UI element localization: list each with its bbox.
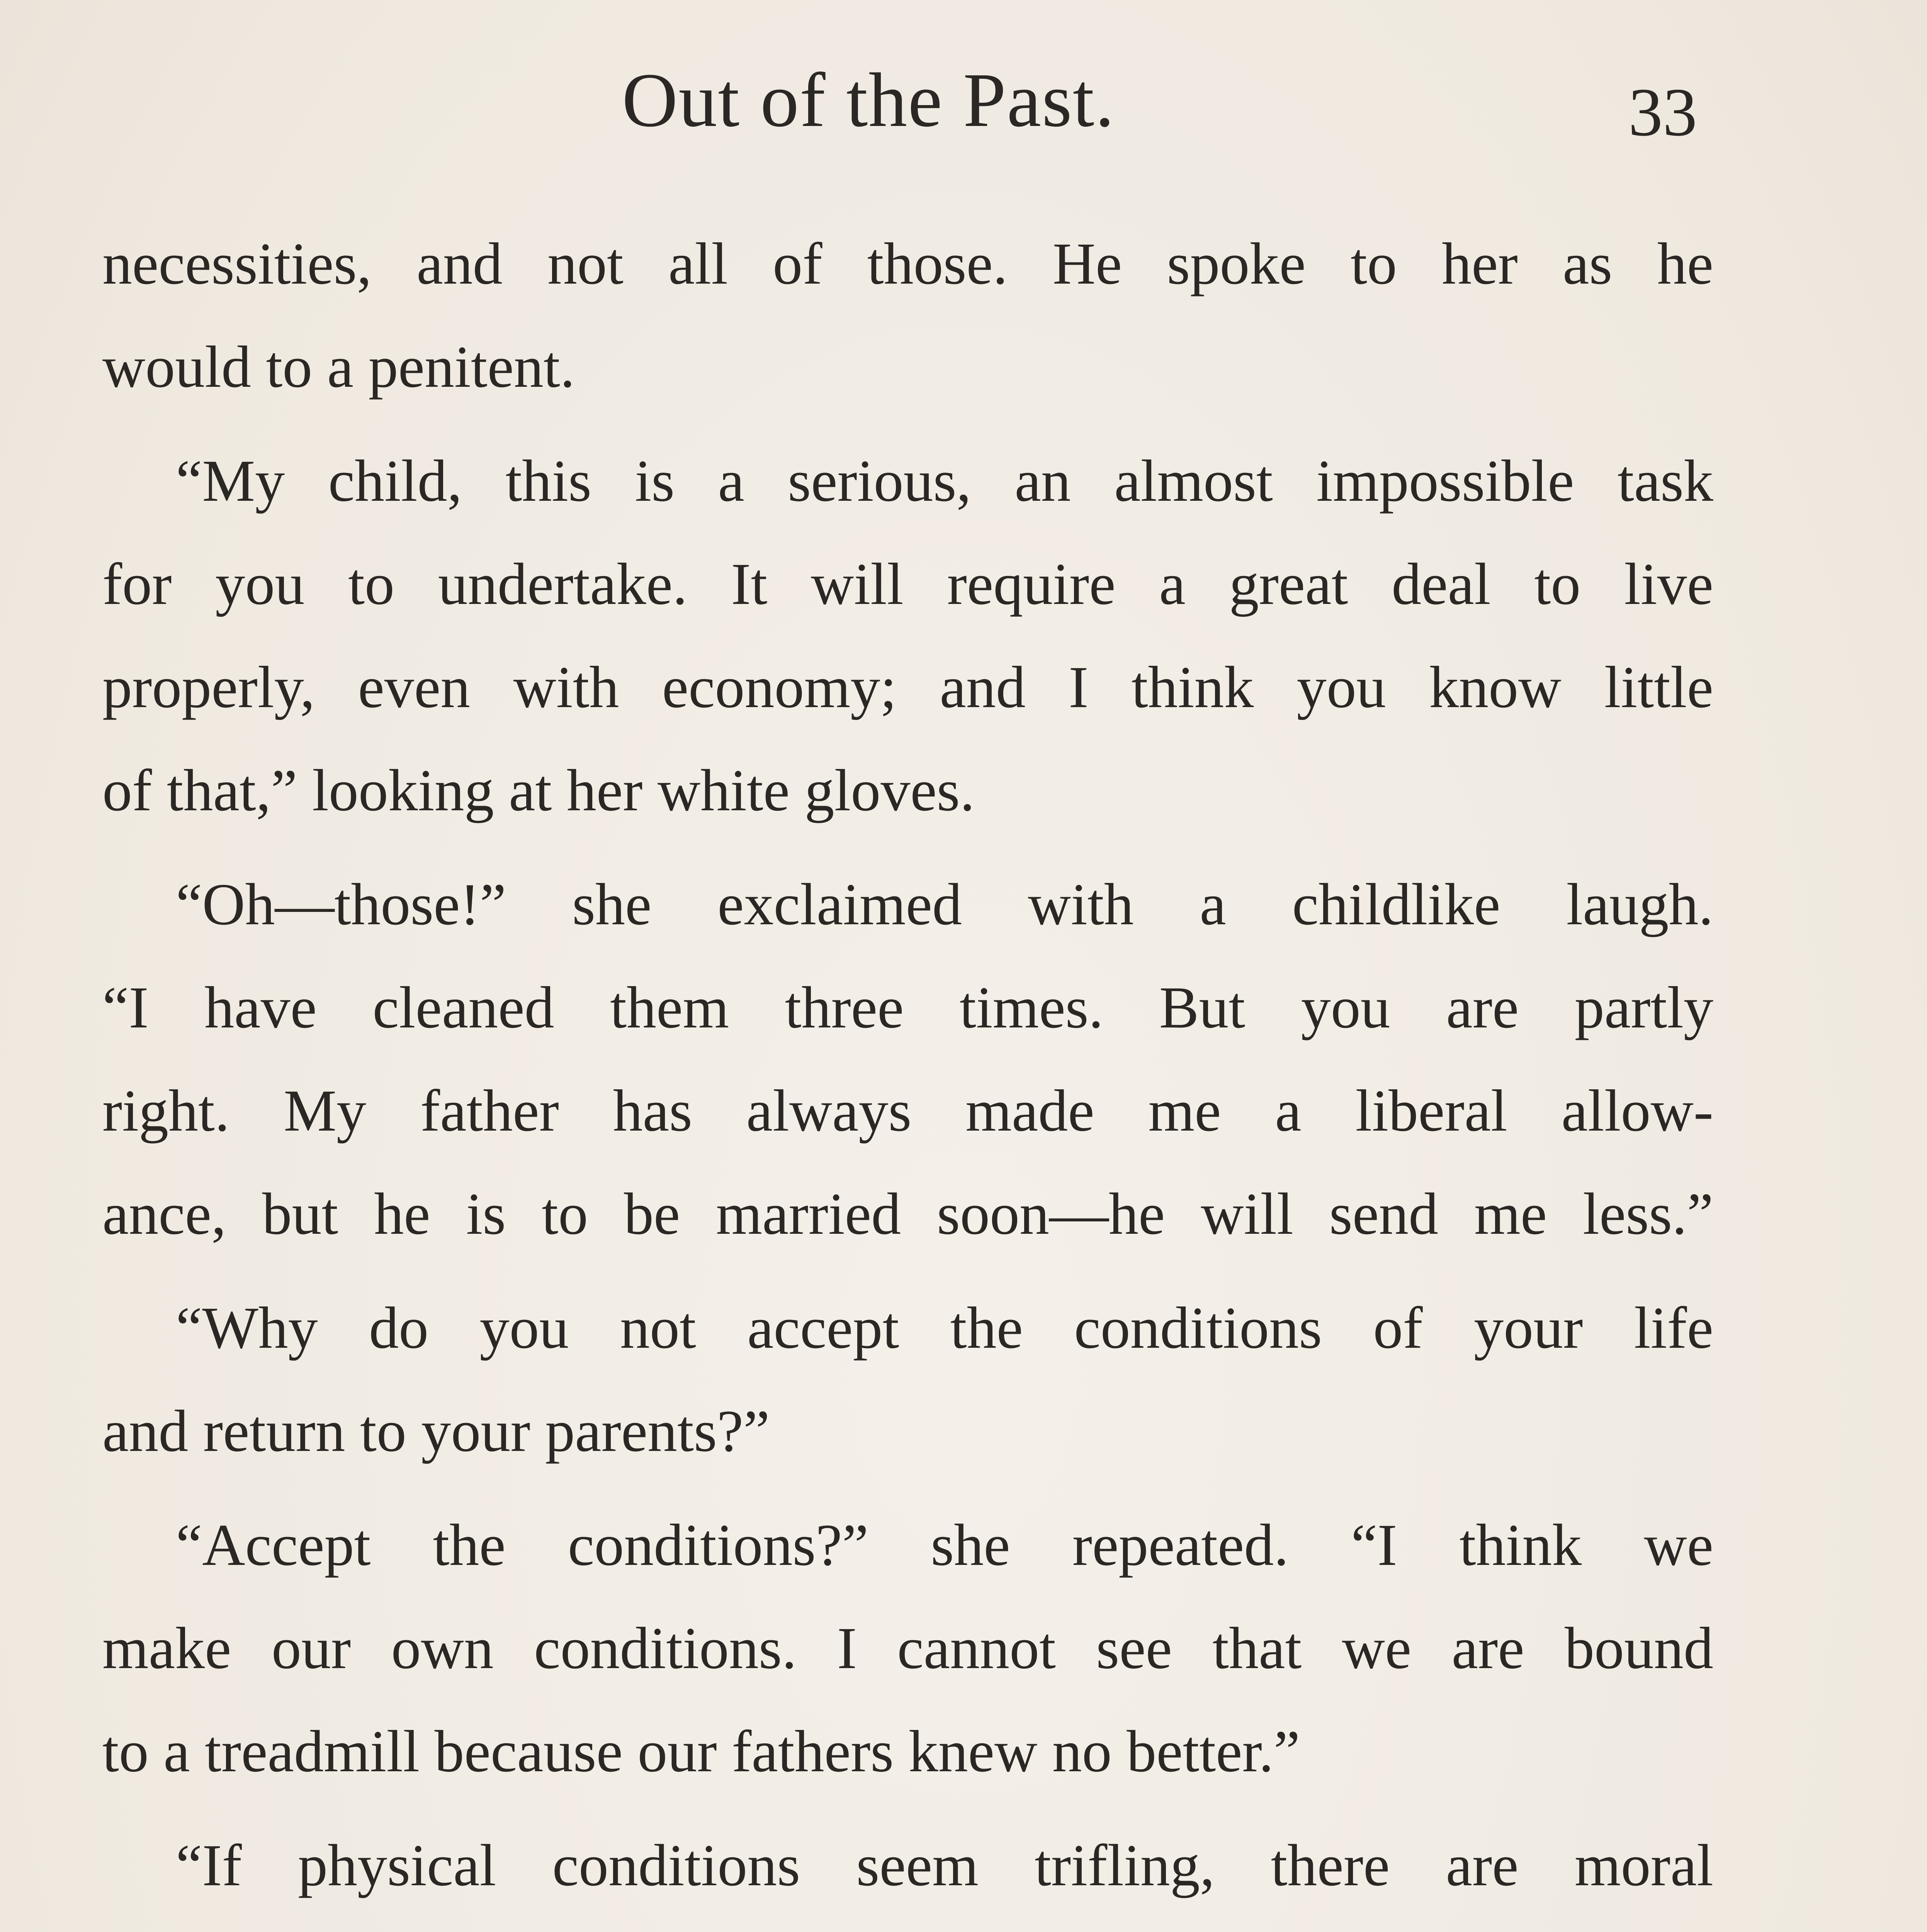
page-number: 33 bbox=[1628, 74, 1697, 150]
text-line: would to a penitent. bbox=[102, 334, 575, 400]
text-line: “Why do you not accept the conditions of your life bbox=[176, 1295, 1713, 1361]
text-line: to a treadmill because our fathers knew no better.” bbox=[102, 1719, 1300, 1784]
paragraph bbox=[102, 853, 1713, 1266]
body-text bbox=[102, 213, 1713, 1932]
text-line: “Oh—those!” she exclaimed with a childlike laugh. bbox=[176, 872, 1713, 937]
running-head bbox=[0, 50, 1927, 151]
text-line: “My child, this is a serious, an almost impossible task bbox=[176, 448, 1713, 514]
text-line: of that,” looking at her white gloves. bbox=[102, 758, 975, 823]
paragraph bbox=[102, 1814, 1713, 1932]
text-line: “Accept the conditions?” she repeated. “I think we bbox=[176, 1512, 1713, 1578]
text-line: right. My father has always made me a liberal allow- bbox=[102, 1078, 1713, 1144]
text-line: make our own conditions. I cannot see that we are bound bbox=[102, 1616, 1713, 1681]
text-line: necessities, and not all of those. He spoke to her as he bbox=[102, 231, 1713, 297]
paragraph bbox=[102, 213, 1713, 419]
text-line: ance, but he is to be married soon—he will send me less.” bbox=[102, 1181, 1713, 1247]
paragraph bbox=[102, 1494, 1713, 1803]
text-line: for you to undertake. It will require a great deal to live bbox=[102, 551, 1713, 617]
paragraph bbox=[102, 430, 1713, 842]
running-title: Out of the Past. bbox=[622, 58, 1115, 143]
text-line: “I have cleaned them three times. But you are partly bbox=[102, 975, 1713, 1041]
text-line: and return to your parents?” bbox=[102, 1398, 770, 1464]
text-line: properly, even with economy; and I think you know little bbox=[102, 655, 1713, 720]
paragraph bbox=[102, 1277, 1713, 1483]
text-line bbox=[102, 1917, 1713, 1932]
text-line: “If physical conditions seem trifling, there are moral bbox=[176, 1833, 1713, 1898]
